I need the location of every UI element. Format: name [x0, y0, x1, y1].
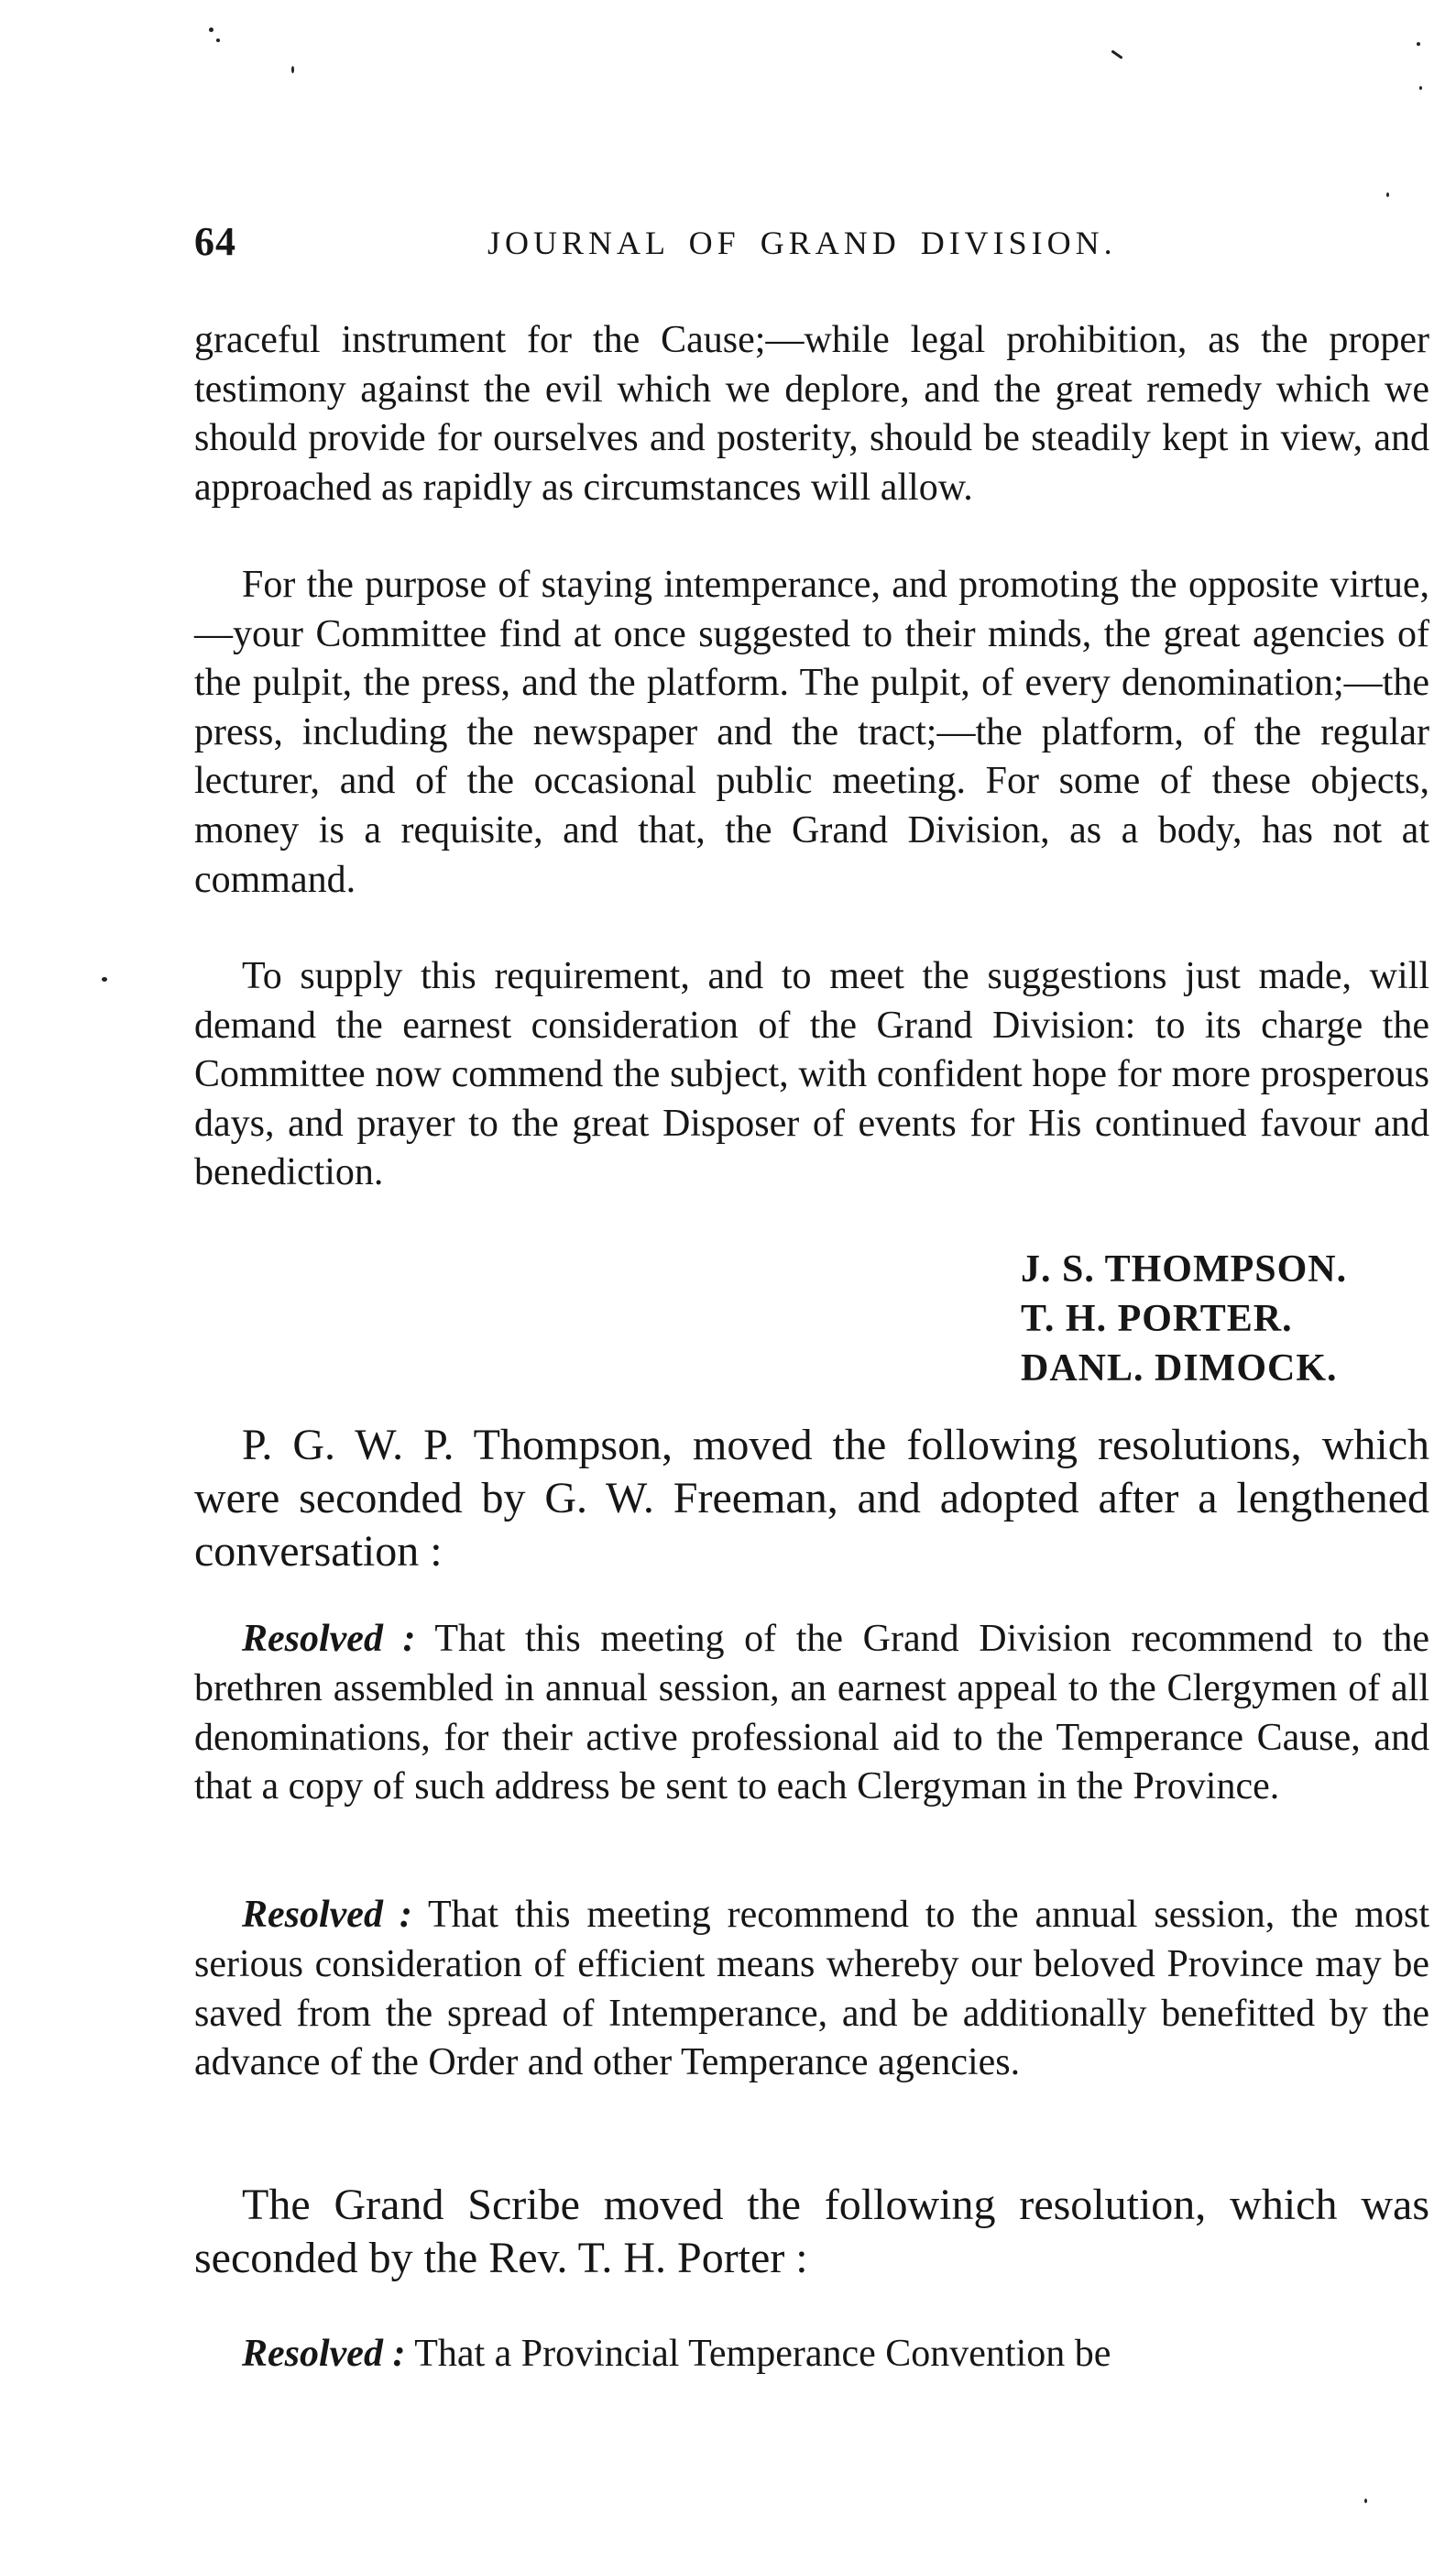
running-title: JOURNAL OF GRAND DIVISION.: [487, 225, 1117, 261]
body-paragraph: For the purpose of staying intemperance, and promoting the opposite virtue,—your Committee find at once suggested to their minds, the great agencies of the pulpit, the press, and the platform. The pulpit, of every denomination;—the press, including the newspaper and the tract;—the platform, of the regular lecturer, and of the occasional public meeting. For some of these objects, money is a requisite, and that, the Grand Division, as a body, has not at command.: [194, 564, 1429, 901]
scan-speck: [1111, 49, 1122, 59]
resolved-label: Resolved :: [242, 2333, 406, 2375]
signature-name: DANL. DIMOCK.: [1021, 1347, 1338, 1390]
resolution-text: That this meeting recommend to the annual session, the most serious consideration of efficient means whereby our beloved Province may be saved from the spread of Intemperance, and be additionally benefitted by the advance of the Order and other Temperance agencies.: [194, 1894, 1429, 2084]
body-paragraph: To supply this requirement, and to meet the suggestions just made, will demand the earnest consideration of the Grand Division: to its charge the Committee now commend the subject, with confident hope for more prosperous days, and prayer to the great Disposer of events for His continued favour and benediction.: [194, 955, 1429, 1194]
scan-speck: [1417, 42, 1420, 46]
signature-name: J. S. THOMPSON.: [1021, 1248, 1348, 1291]
resolution: [194, 1615, 1429, 1812]
body-paragraph: graceful instrument for the Cause;—while legal prohibition, as the proper testimony against the evil which we deplore, and the great remedy which we should provide for ourselves and posterity, should be steadily kept in view, and approached as rapidly as circumstances will allow.: [194, 319, 1429, 509]
signature-name: T. H. PORTER.: [1021, 1298, 1293, 1340]
resolution: [194, 2330, 1429, 2379]
resolution: [194, 1891, 1429, 2088]
signature-block: [1021, 1245, 1347, 1393]
resolution-text: That a Provincial Temperance Convention be: [414, 2333, 1111, 2375]
motion-statement: P. G. W. P. Thompson, moved the following resolutions, which were seconded by G. W. Freeman, and adopted after a lengthened conversation :: [194, 1421, 1429, 1576]
page-header: [194, 218, 1431, 273]
scan-speck: [216, 38, 220, 42]
page-number: 64: [194, 219, 236, 264]
scan-speck: [1419, 86, 1422, 90]
scan-speck: [209, 27, 213, 32]
scan-speck: [102, 977, 107, 982]
scan-speck: [1364, 2499, 1367, 2503]
resolved-label: Resolved :: [242, 1894, 412, 1936]
resolution-text: That this meeting of the Grand Division recommend to the brethren assembled in annual session, an earnest appeal to the Clergymen of all denominations, for their active professional aid to the Temperance Cause, and that a copy of such address be sent to each Clergyman in the Province.: [194, 1618, 1429, 1808]
motion-statement: The Grand Scribe moved the following resolution, which was seconded by the Rev. T. H. Porter :: [194, 2181, 1429, 2282]
resolved-label: Resolved :: [242, 1618, 416, 1660]
scan-speck: [291, 66, 294, 73]
scan-speck: [1386, 192, 1389, 197]
